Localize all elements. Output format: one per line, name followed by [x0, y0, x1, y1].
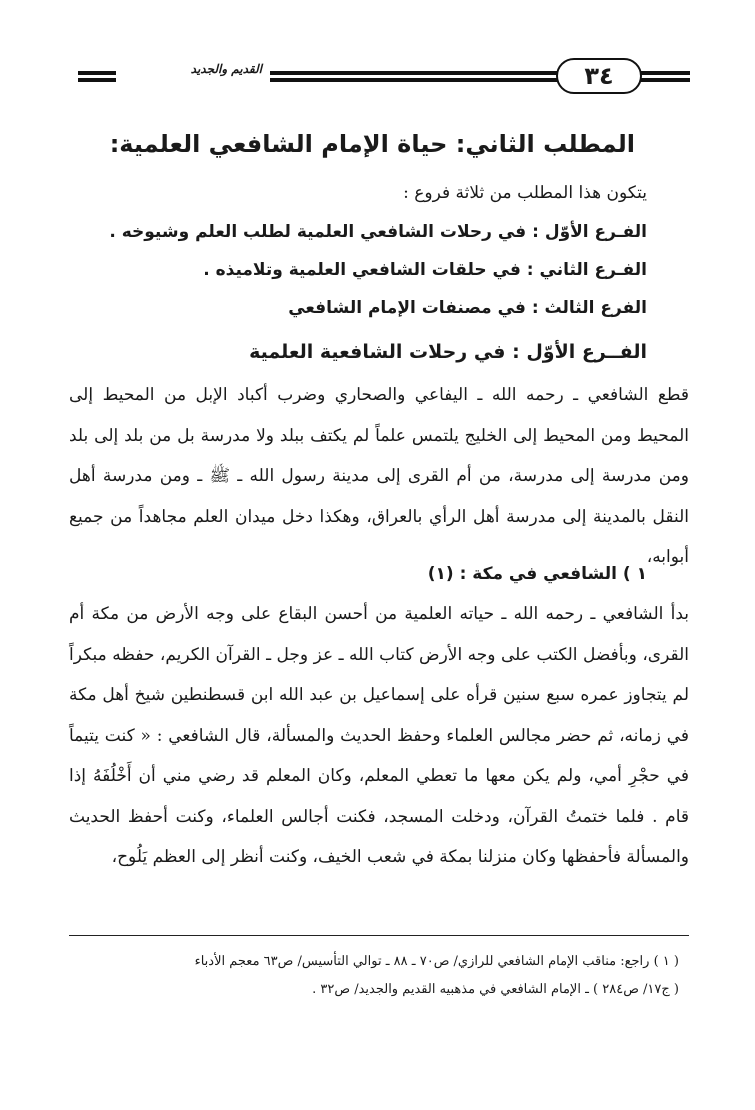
- page-number: ٣٤: [556, 58, 642, 94]
- footnote-rule: [69, 935, 689, 936]
- header-rule-left: [78, 71, 116, 75]
- subheading-mecca: ١ ) الشافعي في مكة : (١): [427, 564, 647, 584]
- section-title: المطلب الثاني: حياة الإمام الشافعي العلمية:: [109, 130, 635, 158]
- footnote-line-2: ( ج١٧/ ص٢٨٤ ) ـ الإمام الشافعي في مذهبيه القديم والجديد/ ص٣٢ .: [312, 982, 679, 997]
- paragraph-1-text: قطع الشافعي ـ رحمه الله ـ اليفاعي والصحاري وضرب أكباد الإبل من المحيط إلى المحيط ومن المحيط إلى الخليج يلتمس علماً لم يكتف ببلد ولا مدرسة بل من بلد إلى بلد ومن مدرسة إلى مدرسة، من أم القرى إلى مدينة رسول الله ـ ﷺ ـ ومن مدرسة أهل النقل بالمدينة إلى مدرسة أهل الرأي بالعراق، وهكذا دخل ميدان العلم مجاهداً من جميع أبوابه،: [69, 385, 689, 567]
- header-rule-right: [640, 71, 690, 75]
- page-header: [78, 58, 690, 98]
- paragraph-2: [69, 594, 689, 878]
- intro-line: يتكون هذا المطلب من ثلاثة فروع :: [403, 183, 647, 203]
- header-rule-middle: [270, 71, 557, 75]
- footnote-line-1: ( ١ ) راجع: مناقب الإمام الشافعي للرازي/ ص٧٠ ـ ٨٨ ـ توالي التأسيس/ ص٦٣ معجم الأدباء: [194, 954, 679, 969]
- footnote: [71, 948, 679, 1004]
- branch-3: الفرع الثالث : في مصنفات الإمام الشافعي: [288, 298, 647, 318]
- subheading-first-branch: الفــرع الأوّل : في رحلات الشافعية العلمية: [249, 341, 647, 363]
- paragraph-1: [69, 375, 689, 578]
- branch-2: الفـرع الثاني : في حلقات الشافعي العلمية وتلاميذه .: [203, 260, 647, 280]
- branch-1: الفـرع الأوّل : في رحلات الشافعي العلمية لطلب العلم وشيوخه .: [109, 222, 647, 242]
- paragraph-2-text: بدأ الشافعي ـ رحمه الله ـ حياته العلمية من أحسن البقاع على وجه الأرض من مكة أم القرى، وبأفضل الكتب على وجه الأرض كتاب الله ـ عز وجل ـ القرآن الكريم، حفظه مبكراً لم يتجاوز عمره سبع سنين قرأه على إسماعيل بن عبد الله ابن قسطنطين شيخ أهل مكة في زمانه، ثم حضر مجالس العلماء وحفظ الحديث والمسألة، قال الشافعي : « كنت يتيماً في حجْرِ أمي، ولم يكن معها ما تعطي المعلم، وكان المعلم قد رضي مني أن أَخْلُفَهُ إذا قام . فلما ختمتُ القرآن، ودخلت المسجد، فكنت أجالس العلماء، وكنت أحفظ الحديث والمسألة فأحفظها وكان منزلنا بمكة في شعب الخيف، وكنت أنظر إلى العظم يَلُوح،: [69, 604, 689, 867]
- running-title: القديم والجديد: [190, 62, 262, 76]
